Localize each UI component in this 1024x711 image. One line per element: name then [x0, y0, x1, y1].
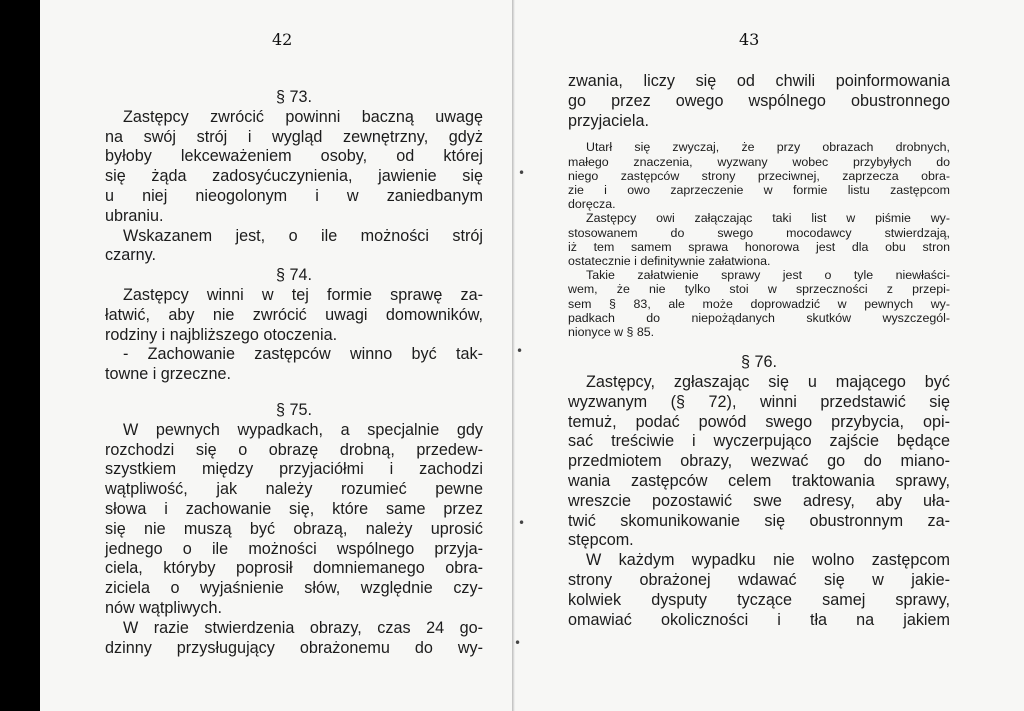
text-line: dzinny przysługujący obrażonemu do wy-	[105, 638, 483, 657]
right-page	[512, 0, 1024, 711]
text-line: doręcza.	[568, 197, 616, 212]
text-line: nów wątpliwych.	[105, 598, 222, 617]
text-line: przedmiotem obrazy, wezwać go do miano-	[568, 452, 950, 471]
text-line: padkach do niepożądanych skutków wyszczegól-	[568, 310, 950, 325]
text-line: wania zastępców celem traktowania sprawy,	[568, 472, 950, 491]
text-line: go przez owego wspólnego obustronnego	[568, 91, 950, 110]
text-line: omawiać okoliczności i tła na jakiem	[568, 610, 950, 629]
left-page	[40, 0, 512, 711]
text-line: wreszcie pozostawić swe adresy, aby uła-	[568, 491, 950, 510]
margin-mark: •	[518, 516, 526, 530]
text-line: stosowanem do swego mocodawcy stwierdzają,	[568, 225, 950, 240]
text-line: rodziny i najbliższego otoczenia.	[105, 325, 338, 344]
text-line: wątpliwość, jak należy rozumieć pewne	[105, 480, 483, 499]
text-line: czarny.	[105, 246, 156, 265]
text-line: ziciela o wyjaśnienie słów, względnie czy-	[105, 579, 483, 598]
text-line: temuż, podać powód swego przybycia, opi-	[568, 412, 950, 431]
text-line: Takie załatwienie sprawy jest o tyle niewłaści-	[586, 268, 950, 283]
page-number-left: 42	[272, 30, 293, 49]
left-text-column	[105, 88, 483, 658]
section-76	[568, 353, 950, 630]
text-line: Zastępcy winni w tej formie sprawę za-	[123, 285, 483, 304]
text-line: niego zastępców strony przeciwnej, zaprzecza obra-	[568, 168, 950, 183]
margin-mark: •	[518, 166, 526, 180]
text-line: iż tem samem sprawa honorowa jest dla obu stron	[568, 239, 950, 254]
text-line: Wskazanem jest, o ile możności strój	[123, 226, 483, 245]
text-line: kolwiek dysputy tyczące samej sprawy,	[568, 590, 950, 609]
gutter-shadow	[512, 0, 515, 711]
text-line: ciela, któryby poprosił domniemanego obra-	[105, 559, 483, 578]
continued-text	[568, 72, 950, 131]
text-line: byłoby lekceważeniem osoby, od której	[105, 147, 483, 166]
text-line: rozchodzi się o obrazę drobną, przedew-	[105, 440, 483, 459]
text-line: jednego o ile możności wspólnego przyja-	[105, 539, 483, 558]
margin-mark: •	[516, 344, 524, 358]
text-line: łatwić, aby nie zwrócić uwagi domowników,	[105, 305, 483, 324]
text-line: stępcom.	[568, 531, 634, 550]
text-line: nionyce w § 85.	[568, 325, 655, 340]
text-line: słowa i zachowanie się, które same przez	[105, 499, 483, 518]
section-heading-75: § 75.	[275, 400, 312, 419]
text-line: Zastępcy, zgłaszając się u mającego być	[586, 373, 950, 392]
right-text-column	[568, 72, 950, 630]
page-number-right: 43	[739, 30, 760, 49]
text-line: W pewnych wypadkach, a specjalnie gdy	[123, 420, 483, 439]
section-heading-73: § 73.	[275, 88, 312, 106]
text-line: przyjaciela.	[568, 111, 649, 130]
text-line: sem § 83, ale może doprowadzić w pewnych wy-	[568, 296, 950, 311]
section-75-text	[105, 421, 483, 659]
text-line: W razie stwierdzenia obrazy, czas 24 go-	[123, 618, 483, 637]
text-line: zwania, liczy się od chwili poinformowania	[568, 72, 950, 90]
text-line: W każdym wypadku nie wolno zastępcom	[586, 551, 950, 570]
text-line: małego znaczenia, wyzwany wobec przybyłych do	[568, 154, 950, 169]
text-line: Zastępcy owi załączając taki list w piśmie wy-	[586, 211, 950, 226]
text-line: zie i owo zaprzeczenie w formie listu zastępcom	[568, 183, 950, 197]
text-line: strony obrażonej wdawać się w jakie-	[568, 571, 950, 589]
section-74-text	[105, 286, 483, 385]
text-line: się nie muszą być obrazą, należy uprosić	[105, 519, 483, 538]
text-line: na swój strój i wygląd zewnętrzny, gdyż	[105, 127, 483, 146]
text-line: ubraniu.	[105, 206, 164, 225]
section-73-text	[105, 108, 483, 266]
text-line: szystkiem między przyjaciółmi i zachodzi	[105, 460, 483, 479]
text-line: ostatecznie i definitywnie załatwiona.	[568, 254, 771, 269]
margin-mark: •	[514, 636, 522, 650]
text-line: twić skomunikowanie się obustronnym za-	[568, 511, 950, 530]
small-print-note	[568, 140, 950, 339]
text-line: wyzwanym (§ 72), winni przedstawić się	[568, 392, 950, 411]
text-line: Utarł się zwyczaj, że przy obrazach drobnych,	[586, 140, 950, 155]
text-line: sać treściwie i wyczerpująco zajście będące	[568, 432, 950, 451]
section-heading-74: § 74.	[275, 266, 312, 285]
text-line: towne i grzeczne.	[105, 365, 231, 384]
section-heading-76: § 76.	[740, 353, 777, 372]
text-line: się żąda zadosyćuczynienia, jawienie się	[105, 167, 483, 186]
text-line: wem, że nie tylko stoi w sprzeczności z przepi-	[568, 282, 950, 297]
text-line: - Zachowanie zastępców winno być tak-	[123, 345, 483, 364]
text-line: u niej nieogolonym i w zaniedbanym	[105, 186, 483, 205]
text-line: Zastępcy zwrócić powinni baczną uwagę	[123, 107, 483, 126]
